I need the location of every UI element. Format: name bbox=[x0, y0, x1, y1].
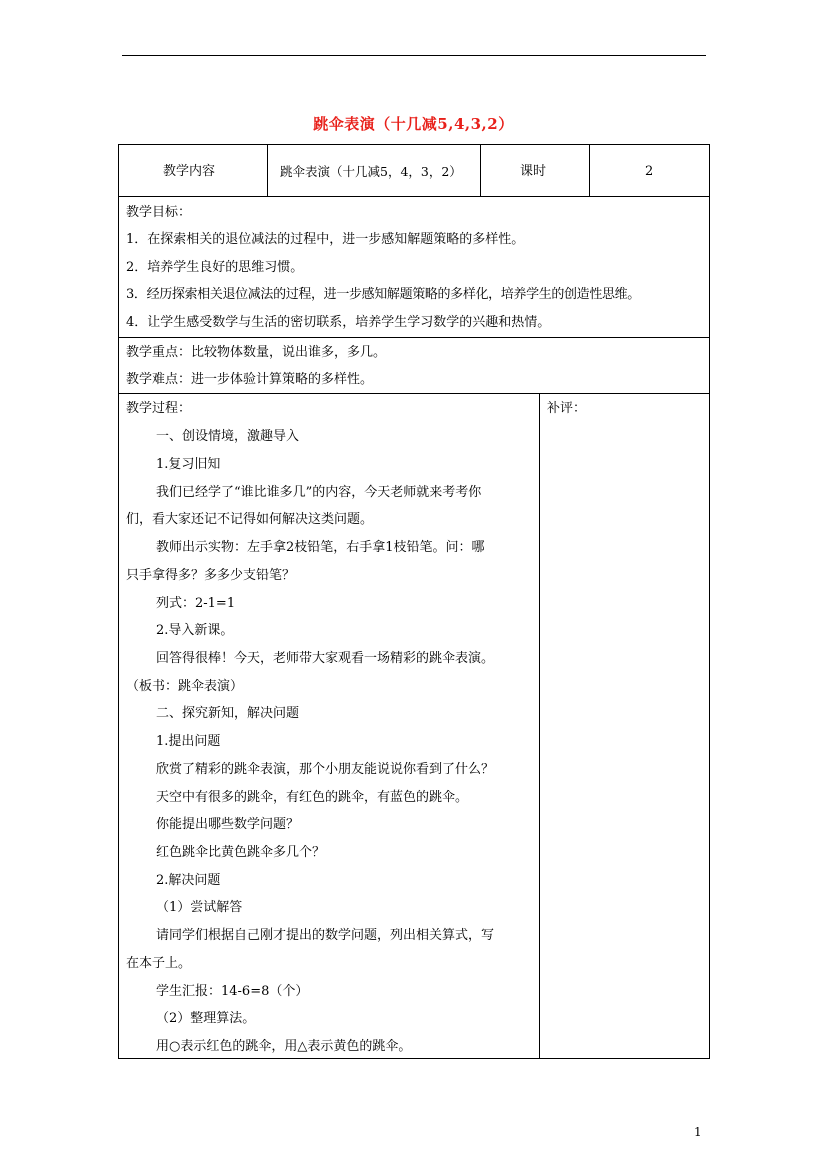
process-line: 欣赏了精彩的跳伞表演，那个小朋友能说说你看到了什么？ bbox=[156, 762, 495, 777]
key-point: 教学重点：比较物体数量，说出谁多，多几。 bbox=[126, 345, 387, 360]
process-line: 1.提出问题 bbox=[156, 734, 221, 749]
hours-label: 课时 bbox=[520, 164, 547, 179]
process-line: 你能提出哪些数学问题？ bbox=[156, 817, 300, 832]
process-line: 们，看大家还记不记得如何解决这类问题。 bbox=[126, 512, 374, 527]
content-label: 教学内容 bbox=[163, 164, 216, 179]
process-line: 1.复习旧知 bbox=[156, 457, 221, 472]
process-line: 请同学们根据自己刚才提出的数学问题，列出相关算式，写 bbox=[156, 928, 495, 943]
process-line: 一、创设情境，激趣导入 bbox=[156, 429, 300, 444]
info-col-divider-3 bbox=[589, 144, 590, 196]
objectives-heading: 教学目标： bbox=[126, 205, 192, 220]
comment-label: 补评： bbox=[547, 401, 587, 416]
process-line: 我们已经学了“谁比谁多几”的内容，今天老师就来考考你 bbox=[156, 485, 482, 500]
header-rule bbox=[122, 55, 706, 56]
hours-value: 2 bbox=[645, 164, 654, 179]
process-line: 回答得很棒！今天，老师带大家观看一场精彩的跳伞表演。 bbox=[156, 651, 495, 666]
process-heading: 教学过程： bbox=[126, 401, 192, 416]
process-line: （板书：跳伞表演） bbox=[126, 679, 244, 694]
objective-item: 1．在探索相关的退位减法的过程中，进一步感知解题策略的多样性。 bbox=[126, 232, 525, 247]
objective-item: 4．让学生感受数学与生活的密切联系，培养学生学习数学的兴趣和热情。 bbox=[126, 315, 551, 330]
row-divider-3 bbox=[118, 393, 710, 394]
process-line: 2.解决问题 bbox=[156, 873, 221, 888]
process-col-divider bbox=[539, 393, 540, 1059]
info-col-divider-1 bbox=[267, 144, 268, 196]
process-line: 红色跳伞比黄色跳伞多几个？ bbox=[156, 845, 326, 860]
row-divider-2 bbox=[118, 337, 710, 338]
process-line: 二、探究新知，解决问题 bbox=[156, 706, 300, 721]
process-line: （1）尝试解答 bbox=[156, 900, 243, 915]
process-line: 用○表示红色的跳伞，用△表示黄色的跳伞。 bbox=[156, 1039, 412, 1054]
process-line: 2.导入新课。 bbox=[156, 623, 234, 638]
process-line: 在本子上。 bbox=[126, 956, 192, 971]
process-line: 只手拿得多？多多少支铅笔？ bbox=[126, 568, 296, 583]
process-line: 列式：2-1=1 bbox=[156, 596, 236, 611]
process-line: 天空中有很多的跳伞，有红色的跳伞，有蓝色的跳伞。 bbox=[156, 790, 469, 805]
objective-item: 3．经历探索相关退位减法的过程，进一步感知解题策略的多样化，培养学生的创造性思维。 bbox=[126, 287, 640, 302]
process-line: 教师出示实物：左手拿2枝铅笔，右手拿1枝铅笔。问：哪 bbox=[156, 540, 485, 555]
document-title: 跳伞表演（十几减5,4,3,2） bbox=[313, 115, 514, 133]
content-value: 跳伞表演（十几减5，4，3，2） bbox=[280, 164, 462, 179]
difficult-point: 教学难点：进一步体验计算策略的多样性。 bbox=[126, 372, 374, 387]
process-line: 学生汇报：14-6=8（个） bbox=[156, 984, 309, 999]
page-number: 1 bbox=[694, 1125, 702, 1139]
objective-item: 2．培养学生良好的思维习惯。 bbox=[126, 260, 304, 275]
row-divider-1 bbox=[118, 196, 710, 197]
info-col-divider-2 bbox=[480, 144, 481, 196]
process-line: （2）整理算法。 bbox=[156, 1011, 256, 1026]
